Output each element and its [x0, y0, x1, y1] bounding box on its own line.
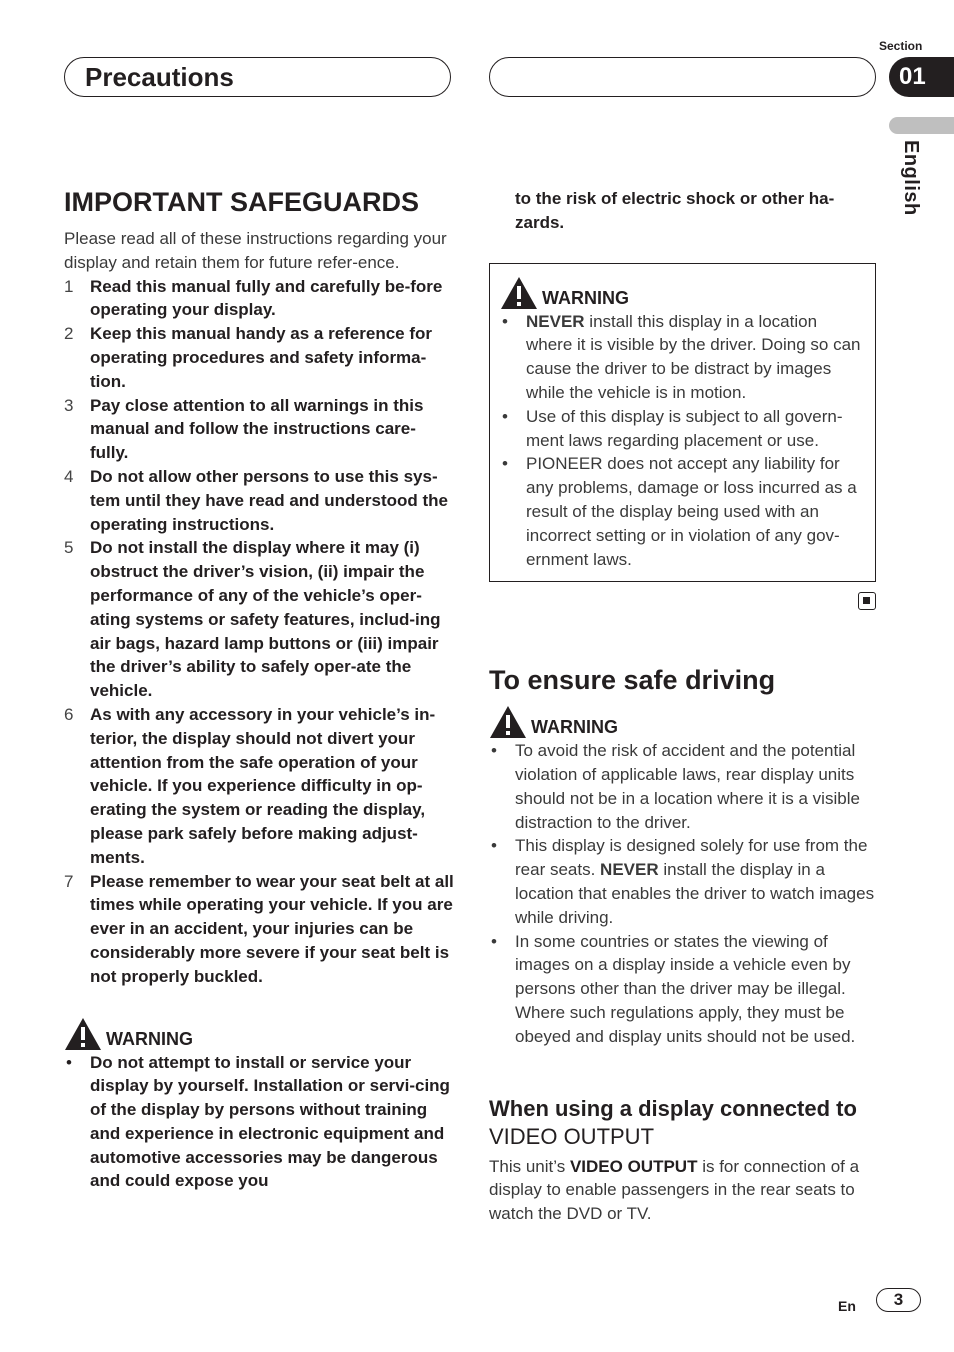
- list-item: [64, 322, 454, 393]
- safeguards-title: IMPORTANT SAFEGUARDS: [64, 187, 419, 217]
- never-emphasis: NEVER: [526, 311, 585, 331]
- warning-text: Do not attempt to install or service your display by yourself. Installation or servi-cing of the display by persons without training and experience in electronic equipment and automotive accessories may be dangerous and could expose you: [90, 1052, 450, 1191]
- bullet-icon: •: [502, 454, 508, 474]
- warning-heading: [489, 705, 876, 739]
- list-item: [64, 465, 454, 536]
- list-item: [64, 870, 454, 989]
- warning-heading: [64, 1017, 454, 1051]
- language-label: English: [900, 140, 922, 216]
- safe-driving-title: To ensure safe driving: [489, 665, 776, 696]
- header-blank-pill: [489, 57, 876, 97]
- section-label: Section: [879, 39, 923, 53]
- footer-language: En: [838, 1298, 856, 1314]
- warning-label: WARNING: [542, 287, 629, 308]
- bullet-icon: •: [66, 1052, 72, 1072]
- item-text: As with any accessory in your vehicle’s in-terior, the display should not divert your attention from the safe operation of your vehicle. If you experience difficulty in op-erating the system or reading the display, please park safely before making adjust-ments.: [90, 704, 436, 867]
- warning-box: [489, 263, 876, 583]
- list-item: [64, 275, 454, 323]
- safeguards-intro: Please read all of these instructions regarding your display and retain them for future refer-ence.: [64, 229, 447, 272]
- item-text: Do not allow other persons to use this sys-tem until they have read and understood the operating instructions.: [90, 466, 448, 534]
- bullet-icon: •: [491, 741, 497, 761]
- item-text: Keep this manual handy as a reference for operating procedures and safety informa-tion.: [90, 324, 433, 391]
- item-text: Pay close attention to all warnings in this manual and follow the instructions care-fully.: [90, 395, 424, 463]
- heading-text: When using a display connected to: [489, 1095, 857, 1121]
- right-column: [489, 187, 876, 1226]
- item-text: Read this manual fully and carefully be-fore operating your display.: [90, 276, 443, 320]
- item-text: Please remember to wear your seat belt at all times while operating your vehicle. If you are ever in an accident, your injuries can be considerably more severe if your seat belt is not properly buckled.: [90, 871, 454, 986]
- warning-label: WARNING: [106, 1028, 193, 1049]
- section-number: 01: [899, 63, 926, 90]
- item-number: 1: [64, 276, 74, 296]
- section-tab: [889, 57, 954, 97]
- warning-bullet: [500, 405, 865, 453]
- video-output-heading: [489, 1095, 876, 1151]
- bullet-icon: •: [491, 836, 497, 856]
- continued-text: to the risk of electric shock or other ha-zards.: [515, 189, 835, 232]
- left-column: [64, 185, 454, 1193]
- warning-text: In some countries or states the viewing of images on a display inside a vehicle even by persons other than the driver may be illegal. Where such regulations apply, they must be obeyed and display units should not be used.: [515, 931, 856, 1046]
- bullet-icon: •: [502, 406, 508, 426]
- warning-bullet: [500, 452, 865, 571]
- language-tab: [889, 117, 954, 134]
- warning-text: [526, 310, 865, 405]
- warning-bullet: [489, 739, 876, 834]
- body-text-b: is for connection of a display to enable passengers in the rear seats to watch the DVD or TV.: [489, 1156, 860, 1224]
- body-video-output: VIDEO OUTPUT: [569, 1156, 698, 1176]
- warning-icon: [64, 1017, 102, 1051]
- safe-driving-warning: [489, 705, 876, 1048]
- end-square-icon: [858, 592, 876, 610]
- heading-video-output: VIDEO OUTPUT: [489, 1123, 655, 1149]
- item-number: 4: [64, 466, 74, 486]
- page-header-title: Precautions: [85, 62, 234, 92]
- item-number: 6: [64, 704, 74, 724]
- warning-text-b: install the display in a location that enables the driver to watch images while driving.: [515, 860, 875, 927]
- left-warning: [64, 1017, 454, 1194]
- list-item: [64, 394, 454, 465]
- bullet-icon: •: [502, 311, 508, 331]
- warning-bullet: [64, 1051, 454, 1194]
- video-output-body: [489, 1155, 876, 1226]
- never-emphasis: NEVER: [600, 860, 659, 880]
- body-text-a: This unit’s: [489, 1156, 570, 1176]
- safeguards-list: [64, 275, 454, 989]
- bullet-icon: •: [491, 931, 497, 951]
- header-title-pill: [64, 57, 451, 97]
- warning-heading: [500, 276, 865, 310]
- warning-bullet: [489, 930, 876, 1049]
- item-number: 7: [64, 871, 74, 891]
- warning-text: Use of this display is subject to all govern-ment laws regarding placement or use.: [526, 406, 843, 450]
- warning-icon: [500, 276, 538, 310]
- item-text: Do not install the display where it may (i) obstruct the driver’s vision, (ii) impair the performance of any of the vehicle’s oper-ating systems or safety features, includ-ing air bags, hazard lamp buttons or (iii) impair the driver’s ability to safely oper-ate the vehicle.: [90, 538, 441, 701]
- warning-icon: [489, 705, 527, 739]
- warning-text: [515, 834, 876, 929]
- warning-text: PIONEER does not accept any liability for any problems, damage or loss incurred as a result of the display being used with an incorrect setting or in violation of any gov-ernment laws.: [526, 454, 857, 569]
- warning-bullet: [500, 310, 865, 405]
- warning-label: WARNING: [531, 717, 618, 738]
- list-item: [64, 536, 454, 703]
- item-number: 3: [64, 395, 74, 415]
- warning-text: To avoid the risk of accident and the potential violation of applicable laws, rear display units should not be in a location where it is a visible distraction to the driver.: [515, 741, 860, 832]
- warning-text-rest: install this display in a location where it is visible by the driver. Doing so can cause the driver to be distract by images while the vehicle is in motion.: [526, 311, 861, 402]
- list-item: [64, 703, 454, 870]
- warning-bullet: [489, 834, 876, 929]
- item-number: 2: [64, 324, 74, 344]
- item-number: 5: [64, 538, 74, 558]
- warning-text-a: This display is designed solely for use from the rear seats.: [515, 836, 868, 880]
- page-number: 3: [876, 1288, 921, 1312]
- section-end-mark: [489, 592, 876, 617]
